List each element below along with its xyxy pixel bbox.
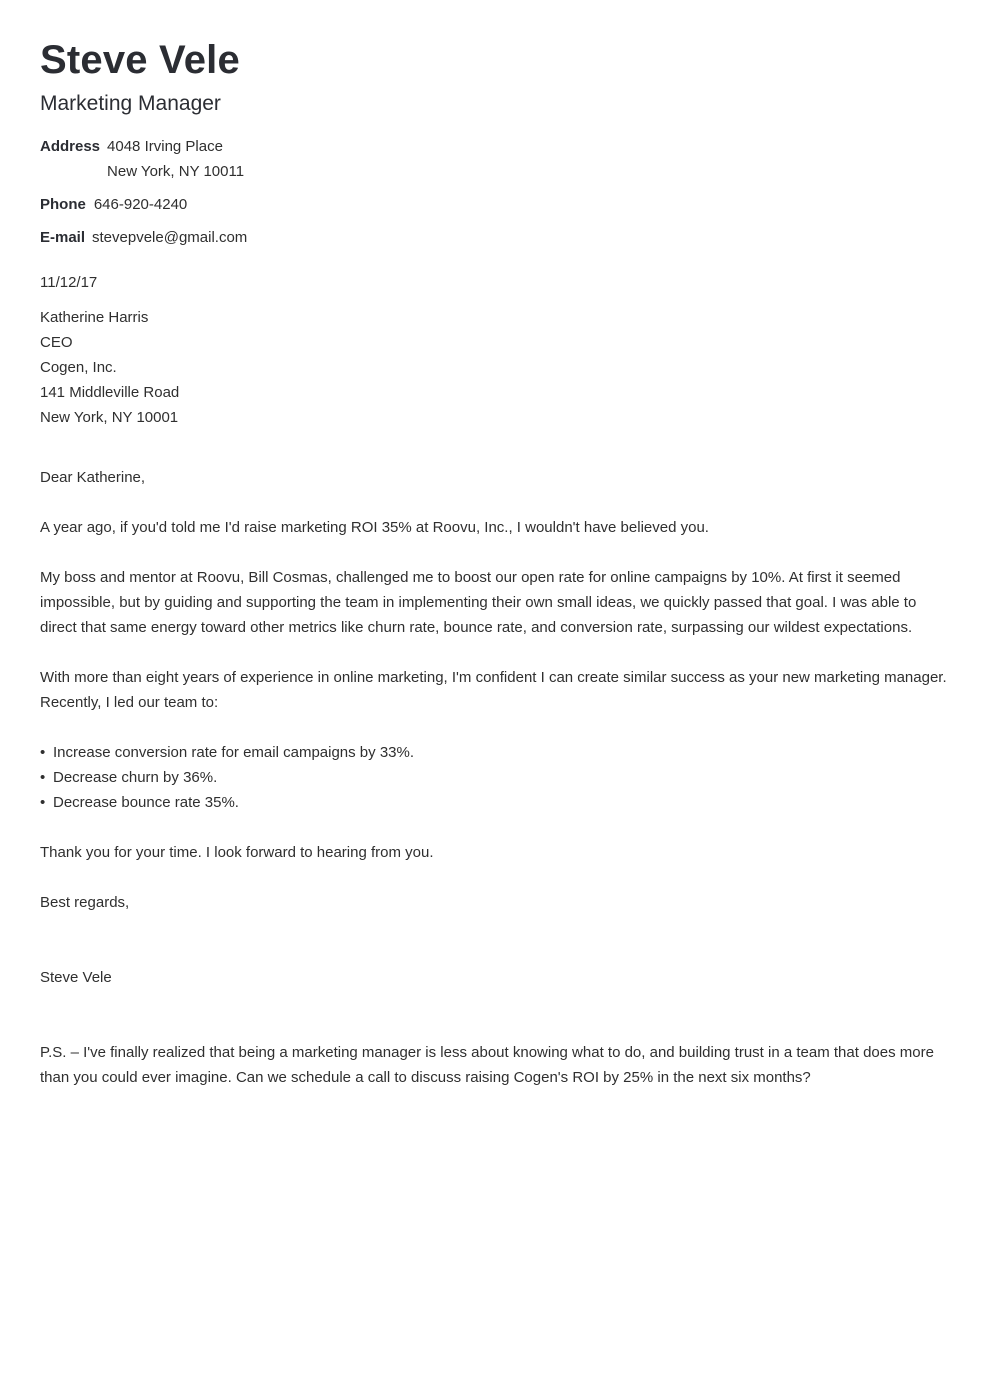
contact-email	[40, 225, 247, 250]
applicant-name: Steve Vele	[40, 38, 240, 82]
bullet-marker: •	[40, 769, 46, 786]
achievements-list	[40, 740, 414, 815]
email-label: E-mail	[40, 229, 86, 246]
list-item	[40, 740, 414, 765]
address-value	[107, 134, 244, 184]
paragraph-story: My boss and mentor at Roovu, Bill Cosmas, challenged me to boost our open rate for online campaigns by 10%. At first it seemed impossible, but by guiding and supporting the team in implementing their own small ideas, we quickly passed that goal. I was able to direct that same energy toward other metrics like churn rate, bounce rate, and conversion rate, surpassing our wildest expectations.	[40, 569, 917, 636]
contact-address	[40, 134, 244, 184]
phone-value: 646-920-4240	[93, 196, 188, 213]
list-item	[40, 765, 414, 790]
postscript: P.S. – I've finally realized that being a marketing manager is less about knowing what to do, and building trust in a team that does more than you could ever imagine. Can we schedule a call to discuss raising Cogen's ROI by 25% in the next six months?	[40, 1044, 934, 1086]
recipient-title: CEO	[40, 334, 73, 351]
recipient-block	[40, 305, 179, 430]
paragraph-experience: With more than eight years of experience in online marketing, I'm confident I can create similar success as your new marketing manager. Recently, I led our team to:	[40, 669, 947, 711]
recipient-name: Katherine Harris	[40, 309, 149, 326]
letter-date: 11/12/17	[40, 274, 98, 291]
email-value: stevepvele@gmail.com	[92, 229, 248, 246]
bullet-marker: •	[40, 794, 46, 811]
recipient-company: Cogen, Inc.	[40, 359, 117, 376]
bullet-text: Increase conversion rate for email campaigns by 33%.	[53, 744, 415, 761]
phone-label: Phone	[40, 196, 86, 213]
contact-phone	[40, 192, 187, 217]
address-line-1: 4048 Irving Place	[107, 138, 223, 155]
address-label: Address	[40, 138, 101, 155]
paragraph-intro: A year ago, if you'd told me I'd raise marketing ROI 35% at Roovu, Inc., I wouldn't have believed you.	[40, 519, 709, 536]
recipient-city: New York, NY 10001	[40, 409, 179, 426]
paragraph-closing: Thank you for your time. I look forward to hearing from you.	[40, 844, 434, 861]
address-line-2: New York, NY 10011	[107, 163, 245, 180]
bullet-marker: •	[40, 744, 46, 761]
recipient-street: 141 Middleville Road	[40, 384, 180, 401]
list-item	[40, 790, 414, 815]
salutation: Dear Katherine,	[40, 469, 146, 486]
bullet-text: Decrease bounce rate 35%.	[53, 794, 239, 811]
applicant-job-title: Marketing Manager	[40, 92, 221, 115]
bullet-text: Decrease churn by 36%.	[53, 769, 218, 786]
sign-off: Best regards,	[40, 894, 130, 911]
signature-name: Steve Vele	[40, 969, 112, 986]
